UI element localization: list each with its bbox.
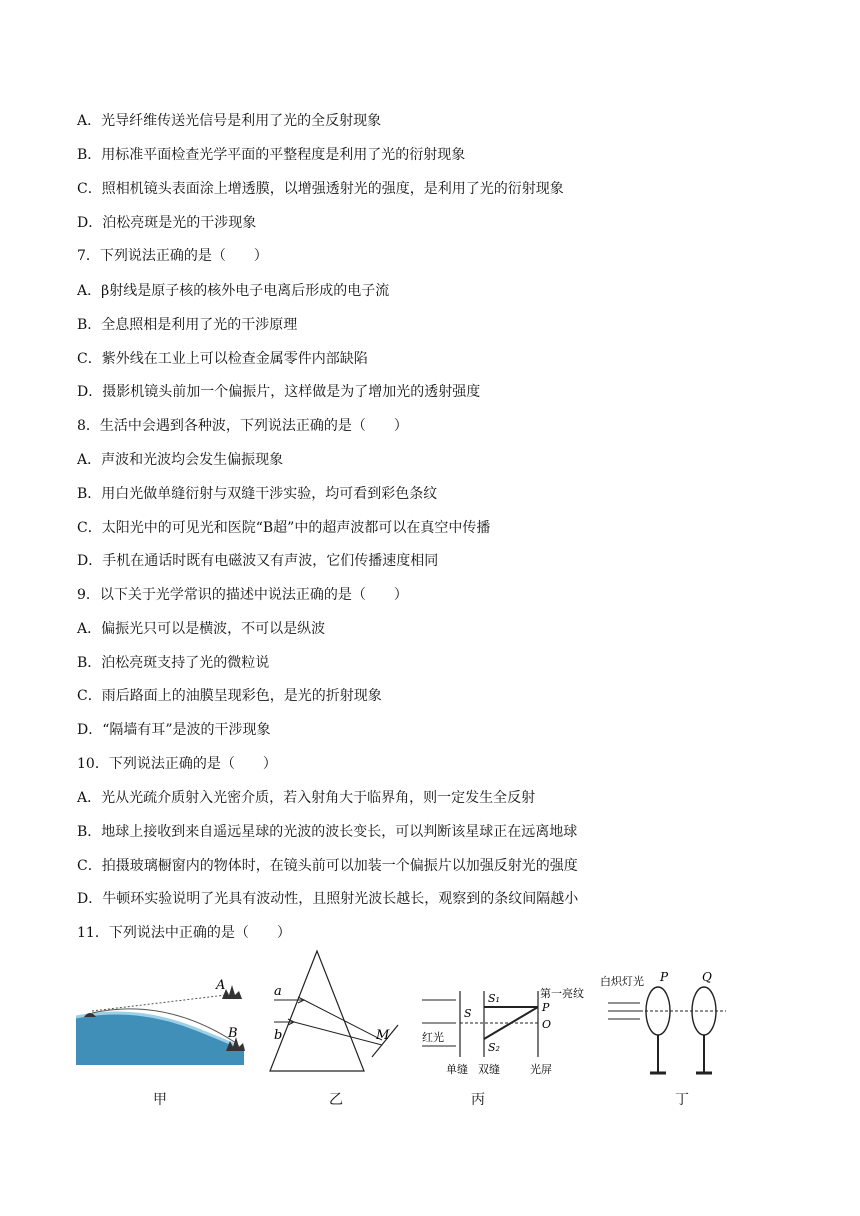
figure-bing xyxy=(420,945,600,1108)
text-line: A．光从光疏介质射入光密介质，若入射角大于临界角，则一定发生全反射 xyxy=(77,790,536,806)
label-red-light: 红光 xyxy=(422,1031,444,1044)
caption-yi: 乙 xyxy=(329,1092,343,1108)
label-a: A xyxy=(216,978,226,993)
question-stem: 7．下列说法正确的是（ ） xyxy=(77,248,268,264)
text-line: D．摄影机镜头前加一个偏振片，这样做是为了增加光的透射强度 xyxy=(77,384,481,400)
double-slit-diagram xyxy=(420,945,600,1085)
polarizer-diagram xyxy=(598,945,736,1085)
label-screen: 光屏 xyxy=(530,1063,552,1076)
label-q: Q xyxy=(702,970,712,984)
text-line: C．照相机镜头表面涂上增透膜，以增强透射光的强度，是利用了光的衍射现象 xyxy=(77,181,564,197)
text-line: B．用标准平面检查光学平面的平整程度是利用了光的衍射现象 xyxy=(77,147,466,163)
text-line: B．全息照相是利用了光的干涉原理 xyxy=(77,317,298,333)
label-b: B xyxy=(228,1026,238,1041)
text-line: D．牛顿环实验说明了光具有波动性，且照射光波长越长，观察到的条纹间隔越小 xyxy=(77,891,579,907)
question-stem: 9．以下关于光学常识的描述中说法正确的是（ ） xyxy=(77,587,408,603)
text-line: C．拍摄玻璃橱窗内的物体时，在镜头前可以加装一个偏振片以加强反射光的强度 xyxy=(77,858,578,874)
text-line: D．泊松亮斑是光的干涉现象 xyxy=(77,215,257,231)
apparent-ray xyxy=(92,995,226,1011)
label-s2: S₂ xyxy=(488,1041,500,1054)
text-line: A．声波和光波均会发生偏振现象 xyxy=(77,452,284,468)
label-o: O xyxy=(542,1018,552,1031)
label-double-slit: 双缝 xyxy=(478,1063,500,1076)
question-stem: 10．下列说法正确的是（ ） xyxy=(77,756,277,772)
label-a: a xyxy=(274,984,282,999)
figure-jia xyxy=(76,945,246,1108)
text-line: A．β射线是原子核的核外电子电离后形成的电子流 xyxy=(77,283,390,299)
question-stem: 8．生活中会遇到各种波，下列说法正确的是（ ） xyxy=(77,418,408,434)
text-line: A．光导纤维传送光信号是利用了光的全反射现象 xyxy=(77,113,382,129)
figure-ding xyxy=(598,945,736,1108)
label-light: 白炽灯光 xyxy=(600,975,644,988)
ray-a xyxy=(304,1000,382,1040)
caption-ding: 丁 xyxy=(675,1092,689,1108)
text-line: B．用白光做单缝衍射与双缝干涉实验，均可看到彩色条纹 xyxy=(77,486,438,502)
prism-shape xyxy=(270,951,364,1071)
label-m: M xyxy=(376,1028,390,1043)
figure-yi xyxy=(264,945,414,1108)
label-s: S xyxy=(464,1007,472,1020)
figure-row xyxy=(76,945,736,1115)
label-p: P xyxy=(542,1001,550,1014)
text-line: D．手机在通话时既有电磁波又有声波，它们传播速度相同 xyxy=(77,553,439,569)
prism-diagram xyxy=(264,945,414,1085)
text-line: C．紫外线在工业上可以检查金属零件内部缺陷 xyxy=(77,351,368,367)
text-line: C．雨后路面上的油膜呈现彩色，是光的折射现象 xyxy=(77,688,382,704)
text-line: B．泊松亮斑支持了光的微粒说 xyxy=(77,655,270,671)
label-single-slit: 单缝 xyxy=(446,1063,468,1076)
text-line: B．地球上接收到来自遥远星球的光波的波长变长，可以判断该星球正在远离地球 xyxy=(77,824,578,840)
text-line: A．偏振光只可以是横波，不可以是纵波 xyxy=(77,621,326,637)
question-stem: 11．下列说法中正确的是（ ） xyxy=(77,925,291,941)
label-p: P xyxy=(660,970,669,984)
mirage-diagram xyxy=(76,945,246,1085)
caption-bing: 丙 xyxy=(471,1092,485,1108)
label-b: b xyxy=(274,1028,283,1043)
text-line: C．太阳光中的可见光和医院“B超”中的超声波都可以在真空中传播 xyxy=(77,520,491,536)
text-line: D．“隔墙有耳”是波的干涉现象 xyxy=(77,722,271,738)
caption-jia: 甲 xyxy=(153,1092,167,1108)
label-first-fringe: 第一亮纹 xyxy=(540,987,584,1000)
label-s1: S₁ xyxy=(488,992,500,1005)
